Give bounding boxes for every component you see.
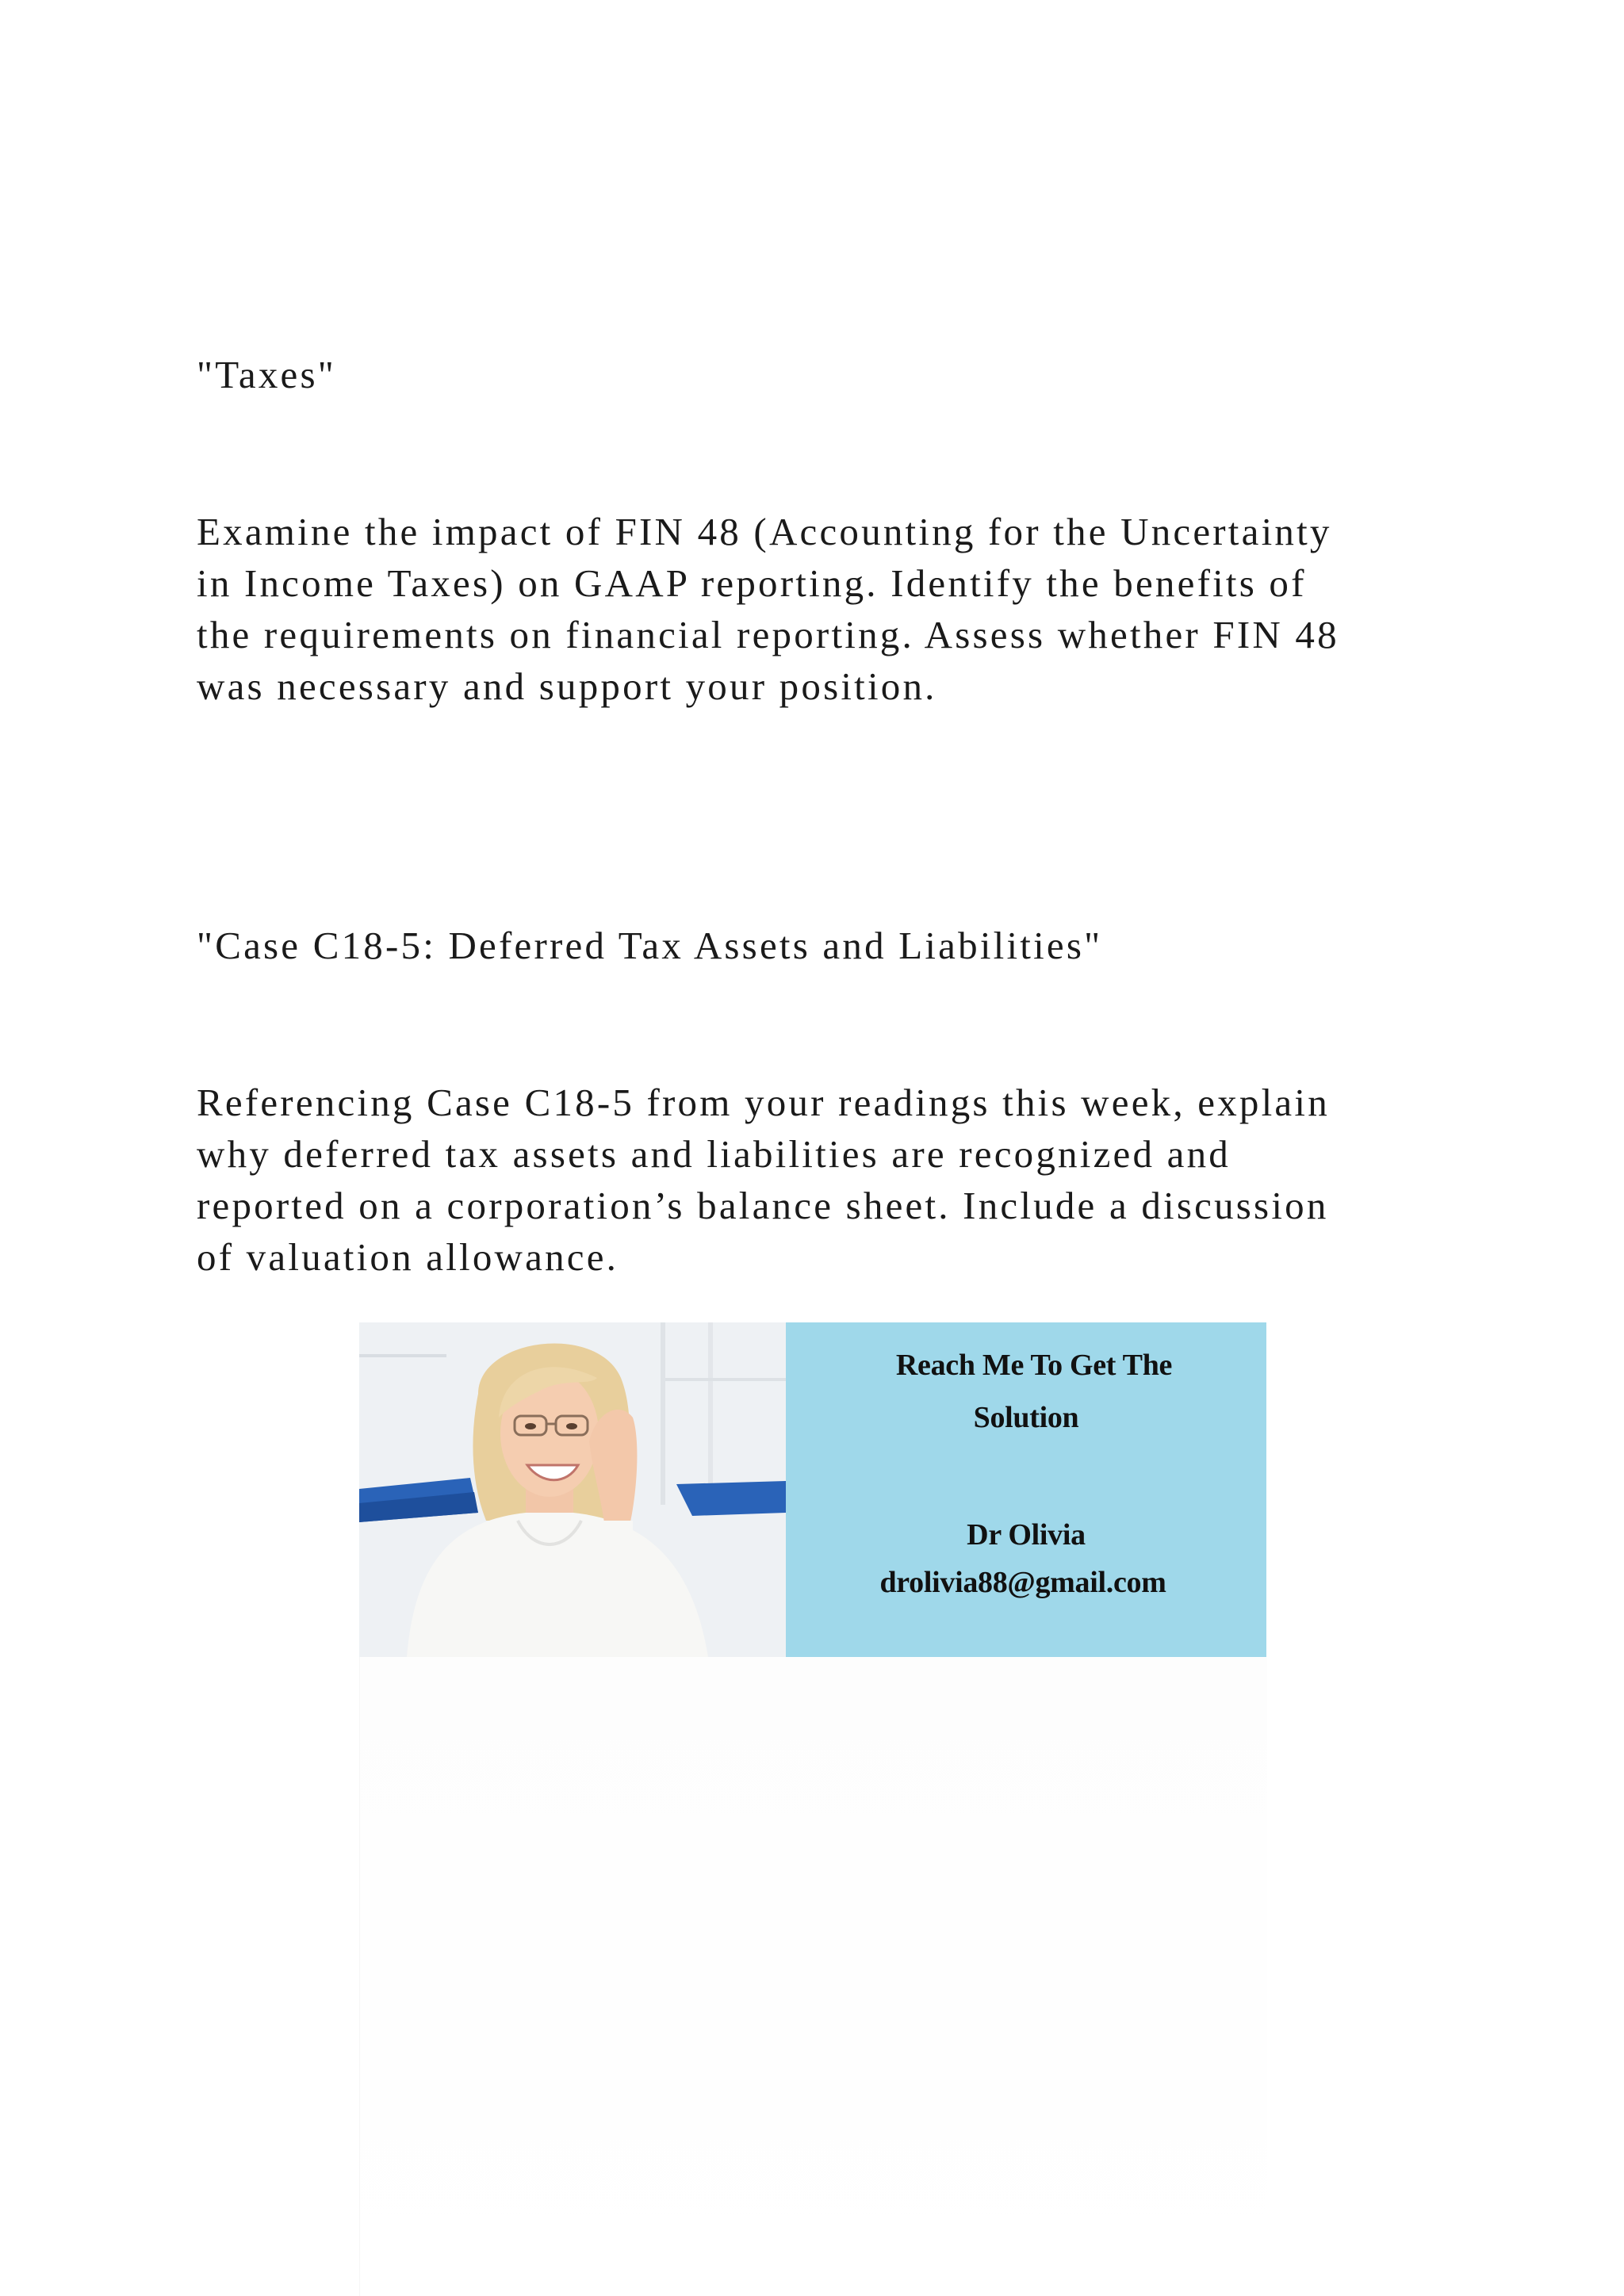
section-title-case: "Case C18-5: Deferred Tax Assets and Liabilities" (197, 924, 1103, 967)
image-whitespace (359, 1657, 1267, 2296)
body-line: Referencing Case C18-5 from your readings this week, explain (197, 1081, 1330, 1124)
promo-email: drolivia88@gmail.com (879, 1566, 1166, 1599)
promo-name: Dr Olivia (967, 1518, 1086, 1552)
promo-headline: Reach Me To Get The (895, 1349, 1173, 1382)
woman-illustration (359, 1322, 786, 1657)
body-line: reported on a corporation’s balance sheet. Include a discussion (197, 1184, 1329, 1227)
woman-photo (359, 1322, 786, 1657)
section-body-taxes (197, 506, 1434, 712)
body-line: was necessary and support your position. (197, 664, 937, 708)
body-line: of valuation allowance. (197, 1235, 619, 1279)
promo-subheadline: Solution (973, 1401, 1079, 1434)
body-line: the requirements on financial reporting. Assess whether FIN 48 (197, 613, 1339, 656)
section-title-taxes: "Taxes" (197, 353, 336, 396)
promo-panel (786, 1322, 1266, 1657)
body-line: Examine the impact of FIN 48 (Accounting for the Uncertainty (197, 510, 1332, 553)
contact-banner (359, 1322, 1266, 1657)
body-line: why deferred tax assets and liabilities are recognized and (197, 1132, 1231, 1176)
section-body-case (197, 1077, 1434, 1283)
body-line: in Income Taxes) on GAAP reporting. Identify the benefits of (197, 561, 1307, 605)
